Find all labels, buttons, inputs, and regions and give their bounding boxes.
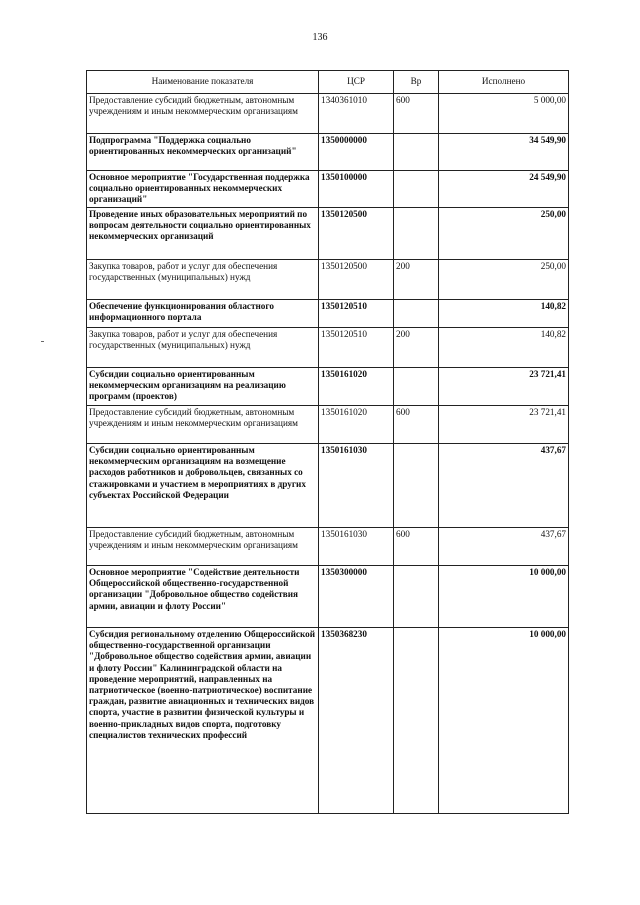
row-amount: 23 721,41: [439, 406, 569, 444]
row-amount: 437,67: [439, 528, 569, 566]
table-row: [87, 208, 569, 260]
row-csr: 1350161030: [319, 444, 394, 528]
header-name: Наименование показателя: [87, 71, 319, 94]
row-vr: 200: [394, 328, 439, 368]
row-amount: 140,82: [439, 328, 569, 368]
page-number: 136: [312, 32, 328, 43]
row-amount: 250,00: [439, 208, 569, 260]
scan-mark: [41, 341, 44, 342]
row-amount: 140,82: [439, 300, 569, 328]
table-row: [87, 406, 569, 444]
row-amount: 5 000,00: [439, 94, 569, 134]
row-vr: 600: [394, 94, 439, 134]
row-name: Предоставление субсидий бюджетным, автономным учреждениям и иным некоммерческим организациям: [87, 94, 319, 134]
row-name: Субсидия региональному отделению Общероссийской общественно-государственной организации "Добровольное общество содействия армии, авиации и флоту России" Калининградской области на проведение мероприятий, направленных на патриотическое (военно-патриотическое) воспитание граждан, развитие авиационных и технических видов спорта, участие в развитии физической культуры и военно-прикладных видов спорта, подготовку специалистов технических профессий: [87, 628, 319, 814]
row-vr: [394, 444, 439, 528]
table-row: [87, 260, 569, 300]
row-vr: [394, 566, 439, 628]
row-csr: 1350000000: [319, 134, 394, 171]
row-csr: 1350161020: [319, 368, 394, 406]
table-row: [87, 444, 569, 528]
row-amount: 24 549,90: [439, 171, 569, 208]
row-amount: 10 000,00: [439, 566, 569, 628]
row-vr: 600: [394, 406, 439, 444]
header-vr: Вр: [394, 71, 439, 94]
row-amount: 10 000,00: [439, 628, 569, 814]
table-header-row: [87, 71, 569, 94]
table-row: [87, 134, 569, 171]
row-csr: 1340361010: [319, 94, 394, 134]
row-amount: 23 721,41: [439, 368, 569, 406]
row-csr: 1350120510: [319, 300, 394, 328]
table-row: [87, 171, 569, 208]
row-csr: 1350120510: [319, 328, 394, 368]
row-vr: 600: [394, 528, 439, 566]
table-row: [87, 300, 569, 328]
row-vr: [394, 368, 439, 406]
header-csr: ЦСР: [319, 71, 394, 94]
table-row: [87, 328, 569, 368]
row-csr: 1350120500: [319, 208, 394, 260]
row-name: Проведение иных образовательных мероприятий по вопросам деятельности социально ориентированных некоммерческих организаций: [87, 208, 319, 260]
row-name: Предоставление субсидий бюджетным, автономным учреждениям и иным некоммерческим организациям: [87, 406, 319, 444]
row-csr: 1350100000: [319, 171, 394, 208]
row-vr: [394, 208, 439, 260]
row-vr: [394, 134, 439, 171]
row-name: Обеспечение функционирования областного информационного портала: [87, 300, 319, 328]
table-row: [87, 368, 569, 406]
row-csr: 1350161030: [319, 528, 394, 566]
table-row: [87, 566, 569, 628]
row-name: Субсидии социально ориентированным некоммерческим организациям на реализацию программ (проектов): [87, 368, 319, 406]
row-name: Основное мероприятие "Содействие деятельности Общероссийской общественно-государственной организации "Добровольное общество содействия армии, авиации и флоту России": [87, 566, 319, 628]
row-vr: [394, 171, 439, 208]
table-row: [87, 628, 569, 814]
row-amount: 437,67: [439, 444, 569, 528]
budget-table: [86, 70, 569, 814]
row-name: Закупка товаров, работ и услуг для обеспечения государственных (муниципальных) нужд: [87, 260, 319, 300]
row-amount: 250,00: [439, 260, 569, 300]
row-vr: [394, 300, 439, 328]
row-csr: 1350161020: [319, 406, 394, 444]
row-name: Субсидии социально ориентированным некоммерческим организациям на возмещение расходов работников и добровольцев, связанных со стажировками и участием в мероприятиях в других субъектах Российской Федерации: [87, 444, 319, 528]
row-csr: 1350368230: [319, 628, 394, 814]
table-row: [87, 528, 569, 566]
header-executed: Исполнено: [439, 71, 569, 94]
row-name: Основное мероприятие "Государственная поддержка социально ориентированных некоммерческих организаций": [87, 171, 319, 208]
row-name: Подпрограмма "Поддержка социально ориентированных некоммерческих организаций": [87, 134, 319, 171]
row-vr: [394, 628, 439, 814]
row-name: Предоставление субсидий бюджетным, автономным учреждениям и иным некоммерческим организациям: [87, 528, 319, 566]
table-body: [87, 94, 569, 814]
row-csr: 1350120500: [319, 260, 394, 300]
row-vr: 200: [394, 260, 439, 300]
row-name: Закупка товаров, работ и услуг для обеспечения государственных (муниципальных) нужд: [87, 328, 319, 368]
row-csr: 1350300000: [319, 566, 394, 628]
row-amount: 34 549,90: [439, 134, 569, 171]
table-row: [87, 94, 569, 134]
